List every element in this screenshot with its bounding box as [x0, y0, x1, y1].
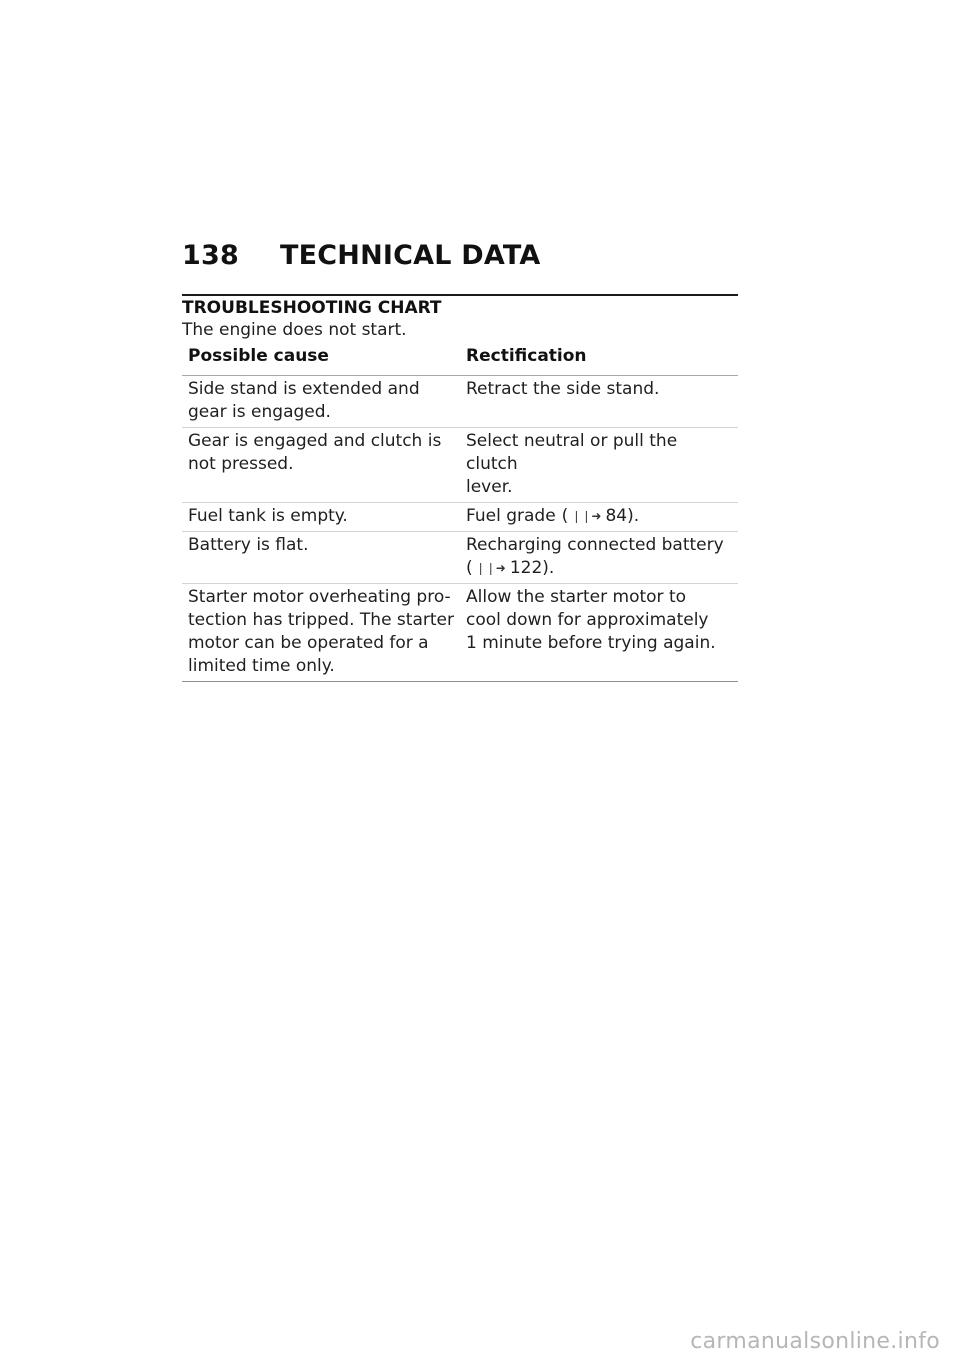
- rectification-line: [466, 557, 732, 580]
- chapter-title: TECHNICAL DATA: [280, 240, 541, 271]
- cause-line: tection has tripped. The starter: [188, 610, 454, 630]
- troubleshooting-table: [182, 344, 738, 682]
- rectification-line: Allow the starter motor to: [466, 587, 687, 607]
- table-row: [182, 428, 738, 503]
- cause-cell: [182, 532, 460, 584]
- cause-cell: [182, 584, 460, 682]
- paren-close: ).: [627, 506, 640, 526]
- cause-line: Side stand is extended and: [188, 379, 420, 399]
- reference-arrow-icon: ❘❘➜: [475, 561, 506, 575]
- cause-cell: [182, 503, 460, 532]
- page-number: 138: [182, 240, 239, 271]
- paren-close: ).: [542, 558, 555, 578]
- manual-page: [182, 240, 738, 682]
- rectification-line: Recharging connected battery: [466, 535, 724, 555]
- section-intro: The engine does not start.: [182, 320, 407, 340]
- cause-line: motor can be operated for a: [188, 633, 429, 653]
- rectification-cell: [460, 584, 738, 682]
- paren-open: (: [466, 558, 473, 578]
- rectification-line: 1 minute before trying again.: [466, 633, 716, 653]
- cause-line: Battery is flat.: [188, 535, 309, 555]
- cause-line: not pressed.: [188, 454, 294, 474]
- rectification-line: Retract the side stand.: [466, 379, 660, 399]
- rectification-line: lever.: [466, 477, 513, 497]
- rectification-text: Fuel grade: [466, 506, 556, 526]
- page-header: [182, 240, 738, 280]
- table-row: [182, 532, 738, 584]
- rectification-cell: [460, 503, 738, 532]
- cause-line: Fuel tank is empty.: [188, 506, 348, 526]
- rectification-line: Select neutral or pull the clutch: [466, 431, 678, 474]
- column-header-cause: Possible cause: [182, 344, 460, 376]
- table-row: [182, 376, 738, 428]
- cause-line: Starter motor overheating pro-: [188, 587, 451, 607]
- table-row: [182, 503, 738, 532]
- table-header-row: [182, 344, 738, 376]
- cause-line: Gear is engaged and clutch is: [188, 431, 442, 451]
- cause-cell: [182, 376, 460, 428]
- rectification-cell: [460, 532, 738, 584]
- page-reference-link[interactable]: 84: [605, 506, 628, 526]
- page-reference-link[interactable]: 122: [509, 558, 543, 578]
- table-row: [182, 584, 738, 682]
- header-rule: [182, 294, 738, 296]
- cause-line: limited time only.: [188, 656, 335, 676]
- reference-arrow-icon: ❘❘➜: [571, 509, 602, 523]
- watermark: carmanualsonline.info: [690, 1329, 940, 1354]
- cause-cell: [182, 428, 460, 503]
- paren-open: (: [561, 506, 569, 526]
- cause-line: gear is engaged.: [188, 402, 331, 422]
- section-title: TROUBLESHOOTING CHART: [182, 298, 442, 318]
- rectification-cell: [460, 376, 738, 428]
- rectification-line: cool down for approximately: [466, 610, 709, 630]
- rectification-cell: [460, 428, 738, 503]
- rectification-line: [466, 505, 732, 528]
- column-header-rectification: Rectification: [460, 344, 738, 376]
